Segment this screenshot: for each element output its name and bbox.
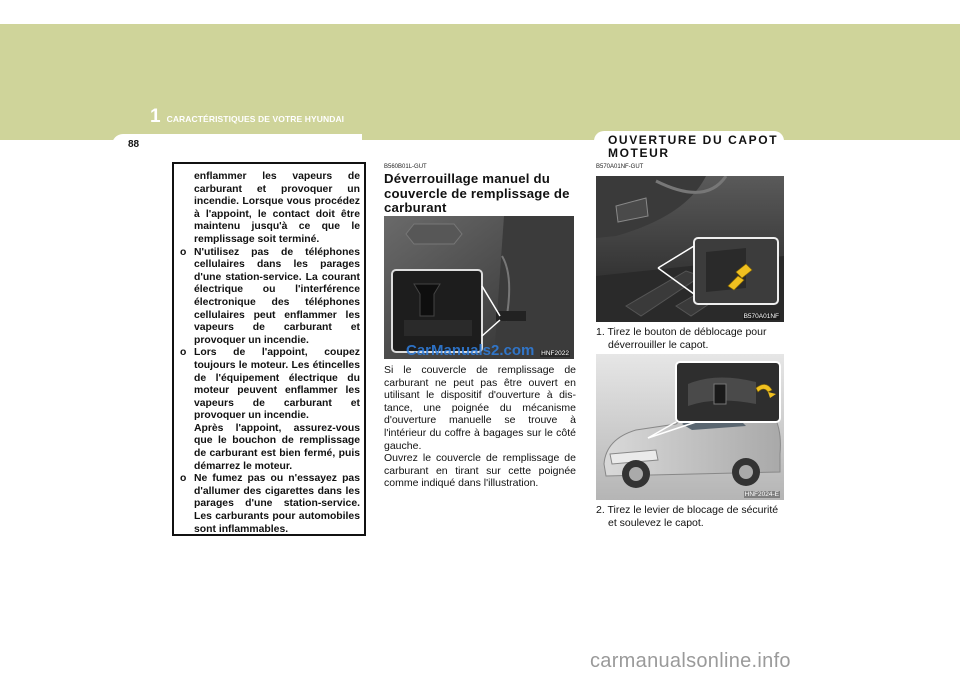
warning-box xyxy=(172,162,366,536)
hood-section-title: OUVERTURE DU CAPOT MOTEUR xyxy=(608,133,779,160)
hood-step-2-line-2: et soulevez le capot. xyxy=(608,516,704,529)
hood-photo-2-caption: HNF2024-E xyxy=(744,491,779,498)
warning-bullet-text: Ne fumez pas ou n'essayez pas d'allumer des cigarettes dans les parages d'une station-service. Les carburants pour automobiles sont inflammables. xyxy=(194,473,360,535)
hood-section-code: B570A01NF-GUT xyxy=(596,164,644,170)
fuel-paragraph-2: Ouvrez le couvercle de remplissage de carburant en tirant sur cette poignée comme indiqué dans l'illustration. xyxy=(384,452,576,490)
bullet-marker: o xyxy=(180,347,187,359)
hood-step-2 xyxy=(596,504,786,529)
trunk-interior-illustration xyxy=(384,216,574,359)
bullet-marker: o xyxy=(180,473,187,485)
warning-bullet-text: N'utilisez pas de téléphones cellulaires dans les parages d'une station-service. La courant électrique ou l'interférence électronique des téléphones cellulaires peut enflammer les vapeurs de carburant et provoquer un incendie. xyxy=(194,246,360,346)
header-band xyxy=(0,24,960,140)
fuel-paragraph-1: Si le couvercle de remplissage de carburant ne peut pas être ouvert en utilisant le dispositif d'ouverture à dis-tance, une poignée du mécanisme d'ouverture manuelle se trouve à l'intérieur du coffre à bagages sur le côté gauche. xyxy=(384,364,576,452)
driver-footwell-illustration xyxy=(596,176,784,322)
warning-bullet-text: Lors de l'appoint, coupez toujours le moteur. Les étincelles de l'équipement électrique du moteur peuvent enflammer les vapeurs de carburant et provoquer un incendie. xyxy=(194,347,360,422)
page-tab xyxy=(112,134,362,156)
fuel-release-handle-photo xyxy=(384,216,574,359)
fuel-section-code: B560B01L-GUT xyxy=(384,164,427,170)
hood-step-1-line-1: 1. Tirez le bouton de déblocage pour xyxy=(596,326,767,338)
carmanuals-watermark: CarManuals2.com xyxy=(406,342,535,359)
car-front-illustration xyxy=(596,354,784,500)
hood-step-2-line-1: 2. Tirez le levier de blocage de sécurité xyxy=(596,504,779,516)
chapter-number: 1 xyxy=(150,106,161,127)
chapter-title: CARACTÉRISTIQUES DE VOTRE HYUNDAI xyxy=(166,114,345,124)
page-number: 88 xyxy=(128,139,140,150)
fuel-photo-caption: HNF2022 xyxy=(541,350,569,357)
fuel-section-heading: Déverrouillage manuel du couvercle de remplissage de carburant xyxy=(384,171,570,215)
warning-paragraph: enflammer les vapeurs de carburant et provoquer un incendie. Lorsque vous procédez à l'appoint, le contact doit être maintenu jusqu'à ce que le remplissage soit terminé. xyxy=(194,171,360,245)
hood-step-1 xyxy=(596,326,786,351)
hood-photo-1-caption: B570A01NF xyxy=(743,313,779,320)
chapter-header xyxy=(150,106,344,128)
warning-bullet xyxy=(180,247,360,348)
warning-bullet xyxy=(180,473,360,536)
warning-paragraph: Après l'appoint, assurez-vous que le bouchon de remplissage de carburant est bien fermé, puis démarrez le moteur. xyxy=(194,422,360,472)
hood-latch-car-photo xyxy=(596,354,784,500)
bullet-marker: o xyxy=(180,246,187,258)
hood-release-button-photo xyxy=(596,176,784,322)
hood-step-1-line-2: déverrouiller le capot. xyxy=(608,338,709,351)
site-watermark: carmanualsonline.info xyxy=(590,650,791,672)
warning-bullet xyxy=(180,347,360,423)
fuel-section-body xyxy=(384,364,576,490)
